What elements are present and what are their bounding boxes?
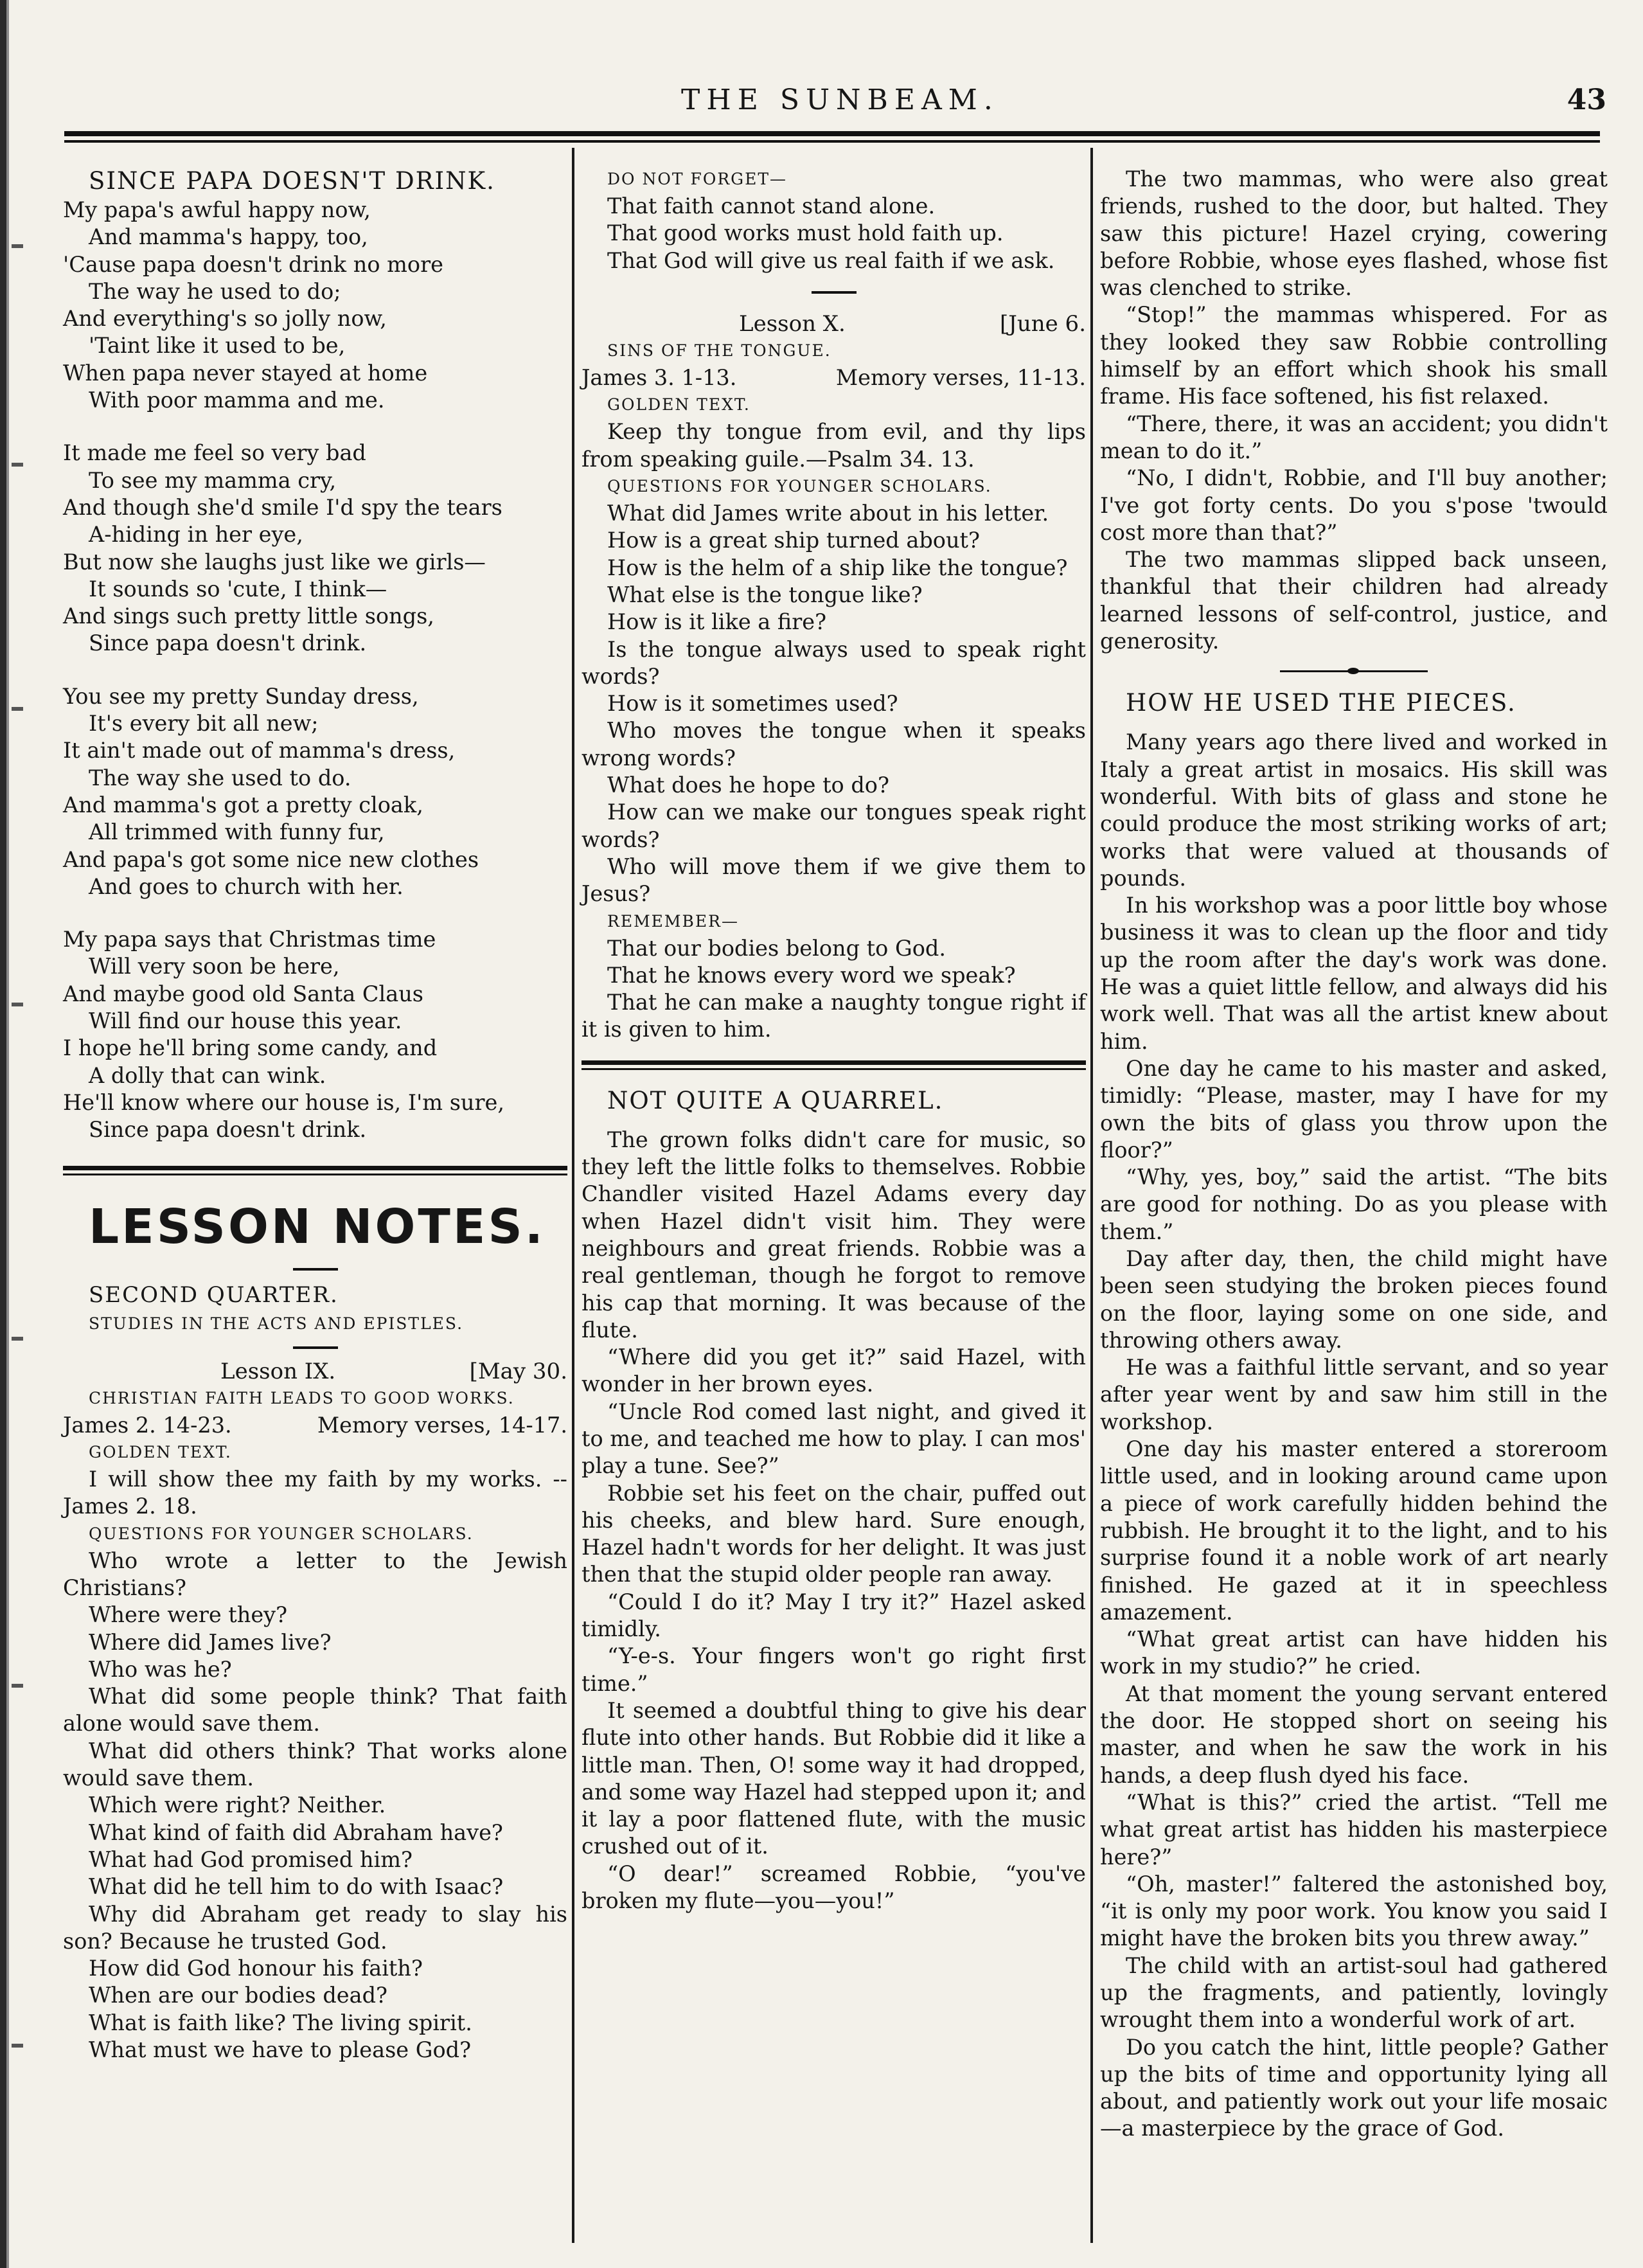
lesson-notes-heading: LESSON NOTES. — [89, 1199, 546, 1255]
poem-line: With poor mamma and me. — [89, 388, 385, 413]
lesson-date: [June 6. — [999, 310, 1086, 337]
poem-line: And though she'd smile I'd spy the tears — [63, 494, 502, 520]
remember-label: REMEMBER— — [607, 911, 739, 931]
short-rule — [293, 1346, 338, 1349]
question: Where were they? — [89, 1602, 288, 1628]
reminder-item: That he knows every word we speak? — [607, 962, 1016, 988]
paragraph: “Oh, master!” faltered the astonished boy, “it is only my poor work. You know you said I might have the broken bits you threw away.” — [1100, 1871, 1608, 1951]
do-not-forget-label: DO NOT FORGET— — [607, 170, 788, 188]
question: What had God promised him? — [89, 1846, 413, 1872]
paragraph: Robbie set his feet on the chair, puffed out his cheeks, and blew hard. Sure enough, Hazel hadn't words for her delight. It was just then that the stupid older people ran away. — [582, 1480, 1086, 1587]
story-title: HOW HE USED THE PIECES. — [1126, 689, 1516, 717]
poem-line: All trimmed with funny fur, — [89, 819, 385, 845]
question: How is a great ship turned about? — [607, 528, 980, 553]
lesson-date: [May 30. — [469, 1358, 567, 1384]
paragraph: In his workshop was a poor little boy whose business it was to clean up the floor and tidy up the room after the day's work was done. He was a quiet little fellow, and always did his work well. That was all the artist knew about him. — [1100, 893, 1608, 1054]
story-body — [582, 1127, 1086, 1915]
poem-line: It sounds so 'cute, I think— — [89, 576, 387, 602]
column-left — [63, 166, 567, 2064]
question: What did James write about in his letter. — [607, 501, 1049, 526]
poem-line: Since papa doesn't drink. — [89, 1117, 367, 1143]
paragraph: At that moment the young servant entered the door. He stopped short on seeing his master, and when he saw the work in his hands, a deep flush dyed his face. — [1100, 1681, 1608, 1788]
question: What does he hope to do? — [607, 772, 889, 798]
lesson-number: Lesson IX. — [220, 1358, 336, 1384]
studies-heading: STUDIES IN THE ACTS AND EPISTLES. — [89, 1314, 464, 1333]
question: When are our bodies dead? — [89, 1983, 388, 2008]
poem-title: SINCE PAPA DOESN'T DRINK. — [89, 167, 495, 195]
poem-line: And everything's so jolly now, — [63, 306, 387, 332]
poem-line: Will very soon be here, — [89, 954, 340, 979]
questions-label: QUESTIONS FOR YOUNGER SCHOLARS. — [89, 1524, 474, 1543]
running-header — [64, 84, 1606, 129]
poem-line: And maybe good old Santa Claus — [63, 981, 423, 1006]
paragraph: The grown folks didn't care for music, so they left the little folks to themselves. Robbie Chandler visited Hazel Adams every day when Hazel didn't visit him. They were neighbours and great friends. Robbie was a real gentleman, though he forgot to remove his cap that morning. It was because of the flute. — [582, 1127, 1086, 1343]
reminder-item: That faith cannot stand alone. — [607, 193, 936, 219]
question: How is it sometimes used? — [607, 691, 898, 717]
header-rule-thin — [64, 140, 1600, 143]
passage-reference: James 2. 14-23. — [63, 1412, 232, 1438]
paragraph: “Uncle Rod comed last night, and gived it to me, and teached me how to play. I can mos' play a tune. See?” — [582, 1398, 1086, 1479]
poem-line: The way she used to do. — [89, 765, 351, 790]
lesson-passage — [582, 364, 1086, 391]
question: What else is the tongue like? — [607, 582, 923, 607]
poem-line: It ain't made out of mamma's dress, — [63, 738, 456, 763]
story-body — [1100, 729, 1608, 2142]
story-continued — [1100, 166, 1608, 655]
paragraph: One day his master entered a storeroom little used, and in looking around came upon a piece of work carefully hidden behind the rubbish. He brought it to the light, and to his surprise found it a noble work of art nearly finished. He gazed at it in speechless amazement. — [1100, 1436, 1608, 1625]
memory-verses: Memory verses, 11-13. — [835, 365, 1086, 391]
reminder-item: That our bodies belong to God. — [607, 935, 946, 961]
question: Who moves the tongue when it speaks wrong words? — [582, 718, 1086, 771]
poem-line: And goes to church with her. — [89, 873, 404, 899]
story-title: NOT QUITE A QUARREL. — [607, 1086, 944, 1114]
short-rule — [812, 291, 857, 294]
paragraph: “Stop!” the mammas whispered. For as they looked they saw Robbie controlling himself by an effort which shook his small frame. His face softened, his fist relaxed. — [1100, 302, 1608, 409]
question: What did some people think? That faith alone would save them. — [63, 1684, 567, 1737]
poem-stanza — [63, 197, 567, 414]
question: Why did Abraham get ready to slay his son? Because he trusted God. — [63, 1901, 567, 1954]
golden-text: I will show thee my faith by my works. --James 2. 18. — [63, 1467, 567, 1519]
poem-line: It made me feel so very bad — [63, 440, 366, 466]
question: Who wrote a letter to the Jewish Christians? — [63, 1548, 567, 1600]
poem-line: Will find our house this year. — [89, 1008, 402, 1034]
reminder-item: That he can make a naughty tongue right if it is given to him. — [582, 990, 1086, 1042]
lesson-topic: CHRISTIAN FAITH LEADS TO GOOD WORKS. — [89, 1388, 515, 1407]
section-rule-thin — [63, 1174, 567, 1175]
section-rule — [63, 1166, 567, 1170]
question: How is the helm of a ship like the tongue? — [607, 555, 1068, 580]
question: What kind of faith did Abraham have? — [89, 1819, 503, 1845]
paragraph: Do you catch the hint, little people? Gather up the bits of time and opportunity lying all about, and patiently work out your life mosaic—a masterpiece by the grace of God. — [1100, 2034, 1608, 2141]
question: How is it like a fire? — [607, 609, 827, 635]
lesson-ix-heading — [63, 1358, 567, 1385]
paragraph: “Why, yes, boy,” said the artist. “The bits are good for nothing. Do as you please with them.” — [1100, 1165, 1608, 1244]
question-list — [582, 500, 1086, 907]
paragraph: Many years ago there lived and worked in Italy a great artist in mosaics. His skill was wonderful. With bits of glass and stone he could produce the most striking works of art; works that were valued at thousands of pounds. — [1100, 729, 1608, 891]
question: How can we make our tongues speak right words? — [582, 799, 1086, 852]
poem-stanza — [63, 683, 567, 900]
column-divider — [1090, 148, 1093, 2243]
poem-line: And mamma's got a pretty cloak, — [63, 792, 423, 817]
lesson-topic: SINS OF THE TONGUE. — [607, 341, 831, 361]
question: What did he tell him to do with Isaac? — [89, 1874, 504, 1900]
question: Where did James live? — [89, 1629, 332, 1655]
paragraph: The two mammas, who were also great friends, rushed to the door, but halted. They saw this picture! Hazel crying, cowering before Robbie, whose eyes flashed, whose fist was clenched to strike. — [1100, 166, 1608, 301]
poem-line: And papa's got some nice new clothes — [63, 846, 479, 872]
lesson-number: Lesson X. — [739, 310, 846, 337]
question: How did God honour his faith? — [89, 1956, 423, 1981]
poem-stanza — [63, 926, 567, 1143]
paragraph: “Y-e-s. Your fingers won't go right first time.” — [582, 1643, 1086, 1696]
paragraph: “No, I didn't, Robbie, and I'll buy another; I've got forty cents. Do you s'pose 'twould cost more than that?” — [1100, 465, 1608, 545]
page-number: 43 — [1567, 84, 1606, 116]
poem-line: The way he used to do; — [89, 278, 341, 304]
question-list — [63, 1548, 567, 2064]
poem-line: When papa never stayed at home — [63, 360, 428, 386]
question: What must we have to please God? — [89, 2037, 472, 2063]
golden-text-label: GOLDEN TEXT. — [607, 395, 750, 415]
paragraph: It seemed a doubtful thing to give his dear flute into other hands. But Robbie did it like a little man. Then, O! some way it had dropped, and some way Hazel had stepped upon it; and it lay a poor flattened flute, with the music crushed out of it. — [582, 1697, 1086, 1859]
paragraph: The two mammas slipped back unseen, thankful that their children had already learned lessons of self-control, justice, and generosity. — [1100, 547, 1608, 654]
section-rule-thin — [582, 1068, 1086, 1070]
paragraph: Day after day, then, the child might have been seen studying the broken pieces found on the floor, laying some on one side, and throwing others away. — [1100, 1246, 1608, 1353]
poem-line: My papa says that Christmas time — [63, 927, 436, 952]
lesson-passage — [63, 1412, 567, 1439]
reminder-item: That good works must hold faith up. — [607, 220, 1004, 246]
poem-line: He'll know where our house is, I'm sure, — [63, 1089, 504, 1115]
golden-text: Keep thy tongue from evil, and thy lips from speaking guile.—Psalm 34. 13. — [582, 419, 1086, 472]
column-right — [1100, 166, 1608, 2143]
paragraph: “Where did you get it?” said Hazel, with wonder in her brown eyes. — [582, 1344, 1086, 1397]
passage-reference: James 3. 1-13. — [582, 365, 737, 391]
poem-line: A-hiding in her eye, — [89, 522, 303, 548]
column-middle — [582, 166, 1086, 1915]
ornament-rule — [1280, 670, 1428, 672]
paragraph: “What great artist can have hidden his work in my studio?” he cried. — [1100, 1627, 1608, 1679]
poem-line: Since papa doesn't drink. — [89, 630, 367, 656]
poem-line: 'Taint like it used to be, — [89, 333, 346, 359]
poem-line: And sings such pretty little songs, — [63, 603, 434, 629]
questions-label: QUESTIONS FOR YOUNGER SCHOLARS. — [607, 477, 992, 496]
paragraph: “There, there, it was an accident; you didn't mean to do it.” — [1100, 411, 1608, 463]
poem-line: A dolly that can wink. — [89, 1062, 326, 1088]
scanned-binding-edge — [0, 0, 37, 2268]
memory-verses: Memory verses, 14-17. — [317, 1412, 567, 1438]
quarter-heading: SECOND QUARTER. — [89, 1281, 339, 1308]
question: Who will move them if we give them to Jesus? — [582, 853, 1086, 907]
column-divider — [572, 148, 574, 2243]
paragraph: “O dear!” screamed Robbie, “you've broken my flute—you—you!” — [582, 1861, 1086, 1914]
paragraph: The child with an artist-soul had gathered up the fragments, and patiently, lovingly wrought them into a wonderful work of art. — [1100, 1952, 1608, 2033]
poem-line: But now she laughs just like we girls— — [63, 549, 486, 575]
publication-title: THE SUNBEAM. — [681, 84, 999, 116]
poem-line: It's every bit all new; — [89, 711, 319, 737]
poem-line: I hope he'll bring some candy, and — [63, 1035, 438, 1061]
paragraph: One day he came to his master and asked, timidly: “Please, master, may I have for my own the bits of glass you throw upon the floor?” — [1100, 1055, 1608, 1163]
question: Which were right? Neither. — [89, 1792, 386, 1818]
question: What did others think? That works alone would save them. — [63, 1738, 567, 1791]
golden-text-label: GOLDEN TEXT. — [89, 1443, 232, 1462]
poem-line: 'Cause papa doesn't drink no more — [63, 251, 443, 277]
short-rule — [293, 1268, 338, 1271]
paragraph: “What is this?” cried the artist. “Tell me what great artist has hidden his masterpiece here?” — [1100, 1789, 1608, 1870]
header-rule — [64, 131, 1600, 136]
paragraph: “Could I do it? May I try it?” Hazel asked timidly. — [582, 1589, 1086, 1642]
question: Who was he? — [89, 1656, 232, 1682]
poem-stanza — [63, 440, 567, 657]
question: What is faith like? The living spirit. — [89, 2010, 472, 2035]
poem-line: You see my pretty Sunday dress, — [63, 683, 419, 709]
lesson-x-heading — [582, 310, 1086, 337]
section-rule — [582, 1060, 1086, 1065]
question: Is the tongue always used to speak right words? — [582, 636, 1086, 689]
paragraph: He was a faithful little servant, and so year after year went by and saw him still in the workshop. — [1100, 1355, 1608, 1434]
poem-line: And mamma's happy, too, — [89, 224, 368, 250]
poem-line: My papa's awful happy now, — [63, 197, 371, 222]
reminder-item: That God will give us real faith if we ask. — [607, 247, 1055, 273]
poem-line: To see my mamma cry, — [89, 467, 337, 493]
